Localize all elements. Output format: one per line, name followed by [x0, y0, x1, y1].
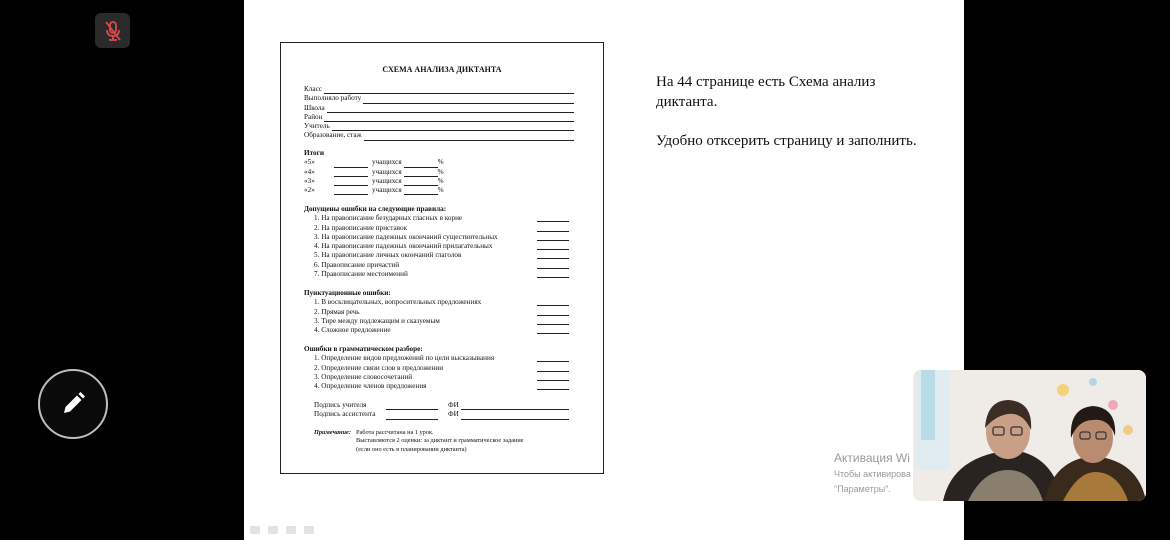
watermark-line: Чтобы активирова: [834, 469, 911, 479]
slide-paragraph: На 44 странице есть Схема анализ диктанта.: [656, 74, 876, 110]
participant-video[interactable]: [913, 370, 1146, 501]
signature-row: Подпись ассистента ФИ: [314, 410, 569, 419]
list-item: 4. Сложное предложение: [304, 326, 574, 335]
field-row: Выполняло работу: [304, 94, 574, 103]
annotate-button[interactable]: [38, 369, 108, 439]
list-item: 1. Определение видов предложений по цели высказывания: [304, 354, 574, 363]
list-item: 1. На правописание безударных гласных в корне: [304, 214, 574, 223]
score-row: «4» учащихся %: [304, 167, 444, 176]
slide-paragraph: Удобно отксерить страницу и заполнить.: [656, 133, 917, 149]
list-item: 2. Определение связи слов в предложении: [304, 364, 574, 373]
slides-grid-icon[interactable]: [286, 526, 296, 534]
note-label: Примечание:: [314, 429, 351, 436]
pencil-icon: [58, 389, 88, 419]
section-heading: Пунктуационные ошибки:: [304, 289, 391, 297]
list-item: 1. В восклицательных, вопросительных предложениях: [304, 298, 574, 307]
field-row: Школа: [304, 104, 574, 113]
info-fields: [304, 85, 574, 141]
list-item: 7. Правописание местоимений: [304, 270, 574, 279]
pen-tool-icon[interactable]: [268, 526, 278, 534]
score-row: «5» учащихся %: [304, 158, 444, 167]
note-line: Работа рассчитана на 1 урок.: [356, 429, 434, 436]
prev-slide-icon[interactable]: [250, 526, 260, 534]
list-item: 4. На правописание падежных окончаний прилагательных: [304, 242, 574, 251]
slide-text: [656, 72, 926, 170]
results-heading: Итоги: [304, 149, 325, 157]
list-item: 5. На правописание личных окончаний глаголов: [304, 251, 574, 260]
punctuation-errors-block: [304, 289, 574, 335]
list-item: 2. На правописание приставок: [304, 224, 574, 233]
list-item: 6. Правописание причастий: [304, 261, 574, 270]
watermark-line: "Параметры".: [834, 484, 891, 494]
field-row: Образование, стаж: [304, 131, 574, 140]
section-heading: Допущены ошибки на следующие правила:: [304, 205, 447, 213]
slide-controls: [250, 526, 314, 534]
mute-microphone-button[interactable]: [95, 13, 130, 48]
score-row: «2» учащихся %: [304, 186, 444, 195]
list-item: 3. На правописание падежных окончаний существительных: [304, 233, 574, 242]
list-item: 4. Определение членов предложения: [304, 382, 574, 391]
watermark-title: Активация Wi: [834, 451, 910, 465]
score-row: «3» учащихся %: [304, 176, 444, 185]
section-heading: Ошибки в грамматическом разборе:: [304, 345, 423, 353]
signature-row: Подпись учителя ФИ: [314, 401, 569, 410]
grammar-errors-block: [304, 345, 574, 391]
field-row: Класс: [304, 85, 574, 94]
document-title: СХЕМА АНАЛИЗА ДИКТАНТА: [382, 65, 502, 74]
note-block: [314, 429, 574, 454]
mic-off-icon: [103, 20, 123, 42]
note-line: Выставляются 2 оценки: за диктант и грамматическое задание: [356, 437, 524, 445]
participants-video-image: [913, 370, 1146, 501]
field-row: Район: [304, 113, 574, 122]
field-row: Учитель: [304, 122, 574, 131]
signatures-block: [314, 401, 569, 420]
note-line: (если оно есть в планировании диктанта): [356, 445, 467, 453]
list-item: 3. Тире между подлежащим и сказуемым: [304, 317, 574, 326]
list-item: 2. Прямая речь: [304, 308, 574, 317]
activation-watermark: [834, 451, 911, 495]
results-block: [304, 149, 574, 195]
spelling-errors-block: [304, 205, 574, 279]
document-scan: [280, 42, 604, 474]
list-item: 3. Определение словосочетаний: [304, 373, 574, 382]
more-options-icon[interactable]: [304, 526, 314, 534]
